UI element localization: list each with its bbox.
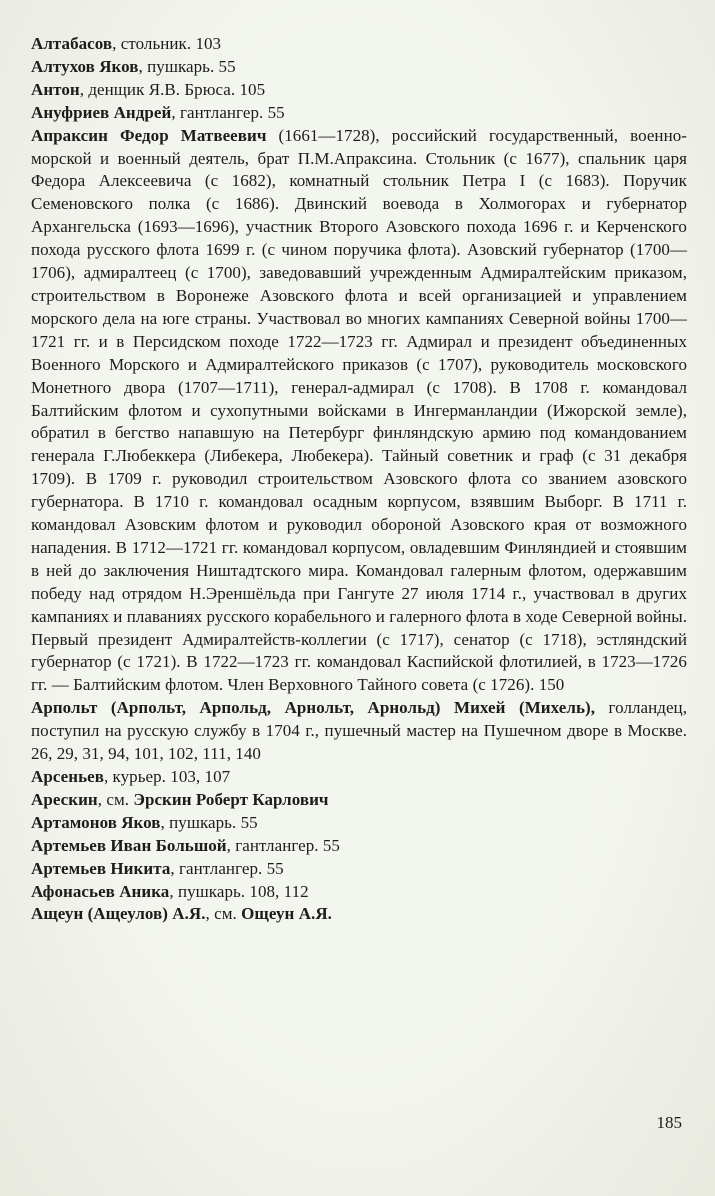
- entry-headword: Апраксин Федор Матвеевич: [31, 125, 267, 145]
- entry-headword: Ануфриев Андрей: [31, 102, 172, 122]
- index-entries: [31, 33, 687, 926]
- entry-text: , пушкарь. 55: [138, 56, 236, 76]
- entry-headword: Эрскин Роберт Карлович: [133, 789, 329, 809]
- index-entry: [31, 835, 687, 858]
- entry-headword: Арпольт (Арпольт, Арпольд, Арнольт, Арнольд) Михей (Михель),: [31, 698, 596, 718]
- index-entry: [31, 102, 687, 125]
- entry-text: , пушкарь. 108, 112: [169, 881, 309, 901]
- entry-headword: Артемьев Иван Большой: [31, 835, 227, 855]
- entry-headword: Артамонов Яков: [31, 812, 161, 832]
- entry-headword: Арескин: [31, 789, 98, 809]
- page-number: 185: [656, 1113, 682, 1132]
- index-entry: [31, 697, 687, 766]
- entry-headword: Алтабасов: [31, 34, 113, 53]
- index-entry: [31, 79, 687, 102]
- entry-text: , курьер. 103, 107: [103, 767, 231, 786]
- index-entry: [31, 33, 687, 56]
- entry-text: , см.: [205, 904, 242, 924]
- entry-headword: Алтухов Яков: [31, 56, 139, 76]
- index-entry: [31, 56, 687, 79]
- entry-text: голландец, поступил на русскую службу в 1704 г., пушечный мастер на Пушечном дворе в Москве. 26, 29, 31, 94, 101, 102, 111, 140: [31, 698, 687, 764]
- entry-text: , см.: [97, 789, 134, 809]
- entry-headword: Арсеньев: [31, 767, 104, 786]
- entry-headword: Афонасьев Аника: [31, 881, 170, 901]
- index-entry: [31, 881, 687, 904]
- index-entry: [31, 125, 687, 698]
- entry-text: , гантлангер. 55: [171, 102, 285, 122]
- index-entry: [31, 789, 687, 812]
- entry-headword: Ощеун А.Я.: [241, 904, 332, 924]
- entry-text: (1661—1728), российский государственный, военно-морской и военный деятель, брат П.М.Апраксина. Стольник (с 1677), спальник царя Федора Алексеевича (с 1682), комнатный стольник Петра I (с 1683). Поручик Семеновского полка (с 1686). Двинский воевода в Холмогорах и губернатор Архангельска (1693—1696), участник Второго Азовского похода 1696 г. и Керченского похода русского флота 1699 г. (с чином поручика флота). Азовский губернатор (1700—1706), адмиралтеец (с 1700), заведовавший учрежденным Адмиралтейским приказом, строительством в Воронеже Азовского флота и всей организацией и управлением морского дела на юге страны. Участвовал во многих кампаниях Северной войны 1700—1721 гг. и в Персидском походе 1722—1723 гг. Адмирал и президент объединенных Военного Морского и Адмиралтейского приказов (с 1707), руководитель московского Монетного двора (1707—1711), генерал-адмирал (с 1708). В 1708 г. командовал Балтийским флотом и сухопутными войсками в Ингерманландии (Ижорской земле), обратил в бегство напавшую на Петербург финляндскую армию под командованием генерала Г.Любеккера (Либекера, Любекера). Тайный советник и граф (с 31 декабря 1709). В 1709 г. руководил строительством Азовского флота со званием азовского губернатора. В 1710 г. командовал осадным корпусом, взявшим Выборг. В 1711 г. командовал Азовским флотом и руководил обороной Азовского края от возможного нападения. В 1712—1721 гг. командовал корпусом, овладевшим Финляндией и стоявшим в ней до заключения Ништадтского мира. Командовал галерным флотом, одержавшим победу над отрядом Н.Эреншёльда при Гангуте 27 июля 1714 г., участвовал в других кампаниях и плаваниях русского корабельного и галерного флота в ходе Северной войны. Первый президент Адмиралтейств-коллегии (с 1717), сенатор (с 1718), эстляндский губернатор (с 1721). В 1722—1723 гг. командовал Каспийской флотилией, в 1723—1726 гг. — Балтийским флотом. Член Верховного Тайного совета (с 1726). 150: [31, 125, 687, 695]
- entry-text: , денщик Я.В. Брюса. 105: [79, 79, 266, 99]
- entry-headword: Артемьев Никита: [31, 858, 171, 878]
- entry-text: , гантлангер. 55: [170, 858, 284, 878]
- index-entry: [31, 766, 687, 789]
- entry-text: , стольник. 103: [112, 34, 222, 53]
- entry-text: , пушкарь. 55: [160, 812, 258, 832]
- index-entry: [31, 812, 687, 835]
- index-entry: [31, 903, 687, 926]
- entry-text: , гантлангер. 55: [226, 835, 340, 855]
- entry-headword: Антон: [31, 79, 80, 99]
- entry-headword: Ащеун (Ащеулов) А.Я.: [31, 904, 206, 924]
- index-entry: [31, 858, 687, 881]
